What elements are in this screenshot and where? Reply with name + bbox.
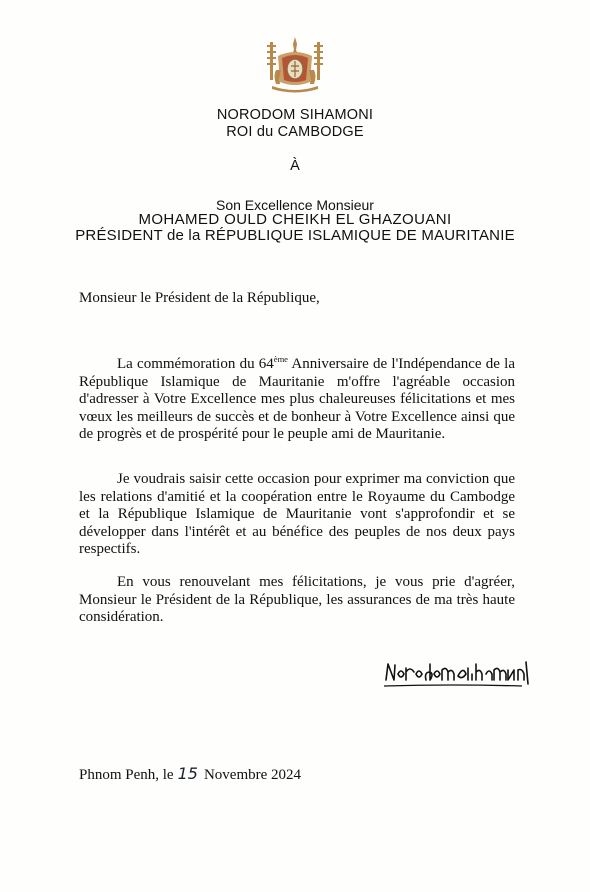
place-prefix: Phnom Penh, le bbox=[79, 767, 174, 783]
handwritten-day: 15 bbox=[177, 764, 198, 783]
recipient-name: MOHAMED OULD CHEIKH EL GHAZOUANI bbox=[138, 211, 452, 228]
paragraph-closing: En vous renouvelant mes félicitations, je vous prie d'agréer, Monsieur le Président de la République, les assurances de ma très haute considération. bbox=[79, 574, 515, 626]
salutation: Monsieur le Président de la République, bbox=[79, 290, 320, 306]
recipient-honorific: Son Excellence Monsieur bbox=[216, 197, 374, 213]
recipient-title: PRÉSIDENT de la RÉPUBLIQUE ISLAMIQUE DE MAURITANIE bbox=[75, 227, 515, 244]
addressee-marker: À bbox=[290, 158, 300, 174]
month-year: Novembre 2024 bbox=[203, 767, 302, 783]
paragraph-anniversary-start: La commémoration du 64 bbox=[117, 356, 274, 372]
ordinal-superscript: ème bbox=[273, 354, 288, 364]
sender-title: ROI du CAMBODGE bbox=[226, 124, 364, 140]
handwritten-signature bbox=[382, 654, 532, 694]
royal-coat-of-arms-icon bbox=[264, 36, 326, 94]
paragraph-anniversary bbox=[79, 356, 515, 444]
paragraph-anniversary-rest: Anniversaire de l'Indépendance de la République Islamique de Mauritanie m'offre l'agréable occasion d'adresser à Votre Excellence mes plus chaleureuses félicitations et mes vœux les meilleurs de succès et de bonheur à Votre Excellence ainsi que de progrès et de prospérité pour le peuple ami de Mauritanie. bbox=[79, 356, 515, 443]
paragraph-relations: Je voudrais saisir cette occasion pour exprimer ma conviction que les relations d'amitié et la coopération entre le Royaume du Cambodge et la République Islamique de Mauritanie vont s'approfondir et se développer dans l'intérêt et au bénéfice des peuples de nos deux pays respectifs. bbox=[79, 471, 515, 558]
sender-name: NORODOM SIHAMONI bbox=[216, 107, 374, 123]
place-and-date bbox=[79, 764, 301, 784]
